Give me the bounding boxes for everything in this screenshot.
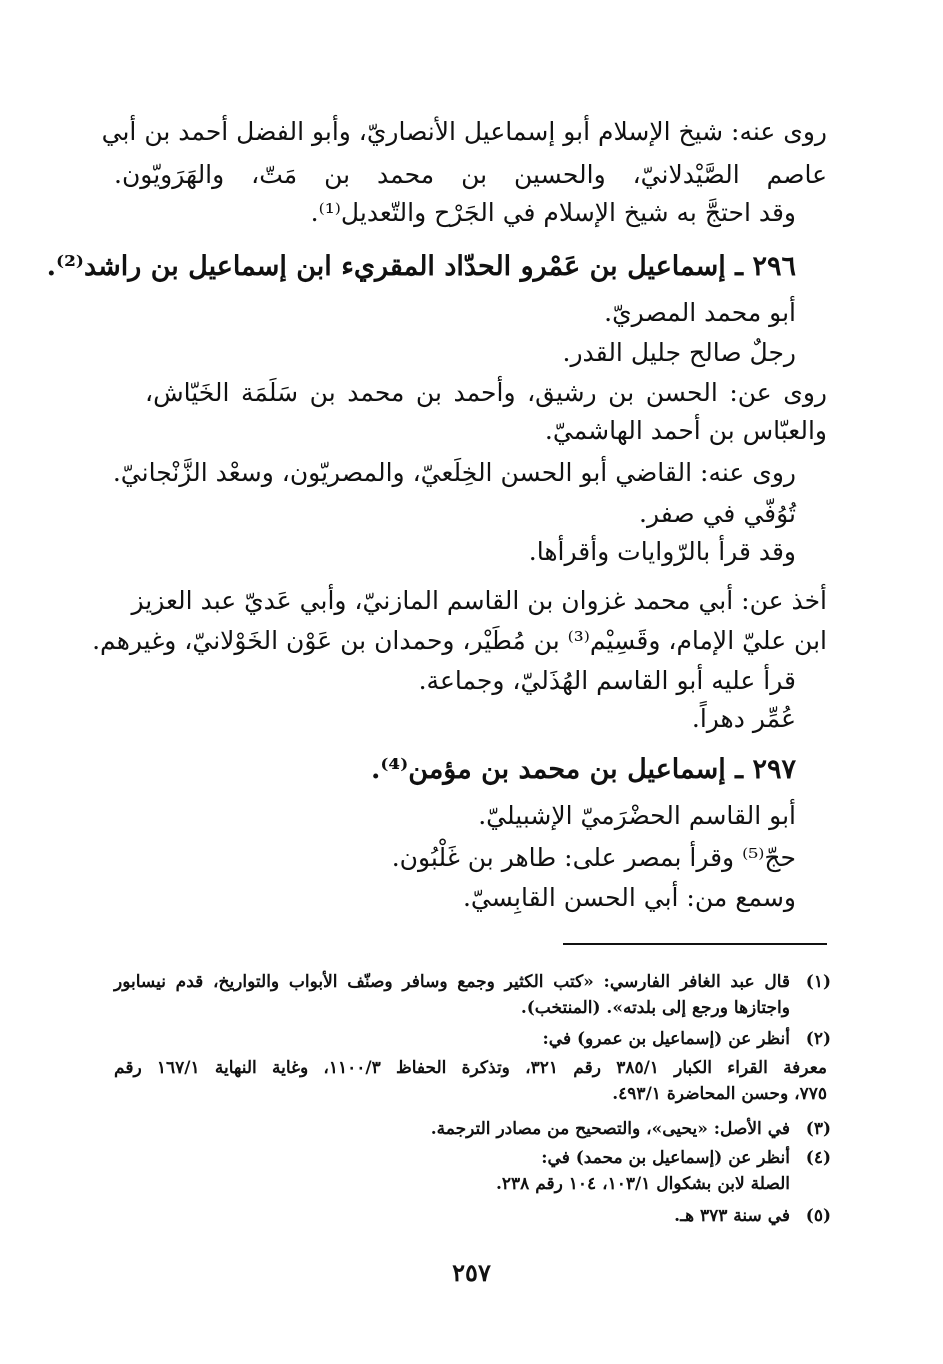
entry-heading: ٢٩٧ ـ إسماعيل بن محمد بن مؤمن⁽⁴⁾. <box>370 754 796 785</box>
body-line: حجّ⁽⁵⁾ وقرأ بمصر على: طاهر بن غَلْبُون. <box>391 843 796 872</box>
footnote-line: معرفة القراء الكبار ٣٨٥/١ رقم ٣٢١، وتذكرة الحفاظ ١١٠٠/٣، وغاية النهاية ١٦٧/١ رقم <box>114 1058 827 1078</box>
body-line: وسمع من: أبي الحسن القابِسيّ. <box>462 883 796 912</box>
footnote-line: الصلة لابن بشكوال ١٠٣/١، ١٠٤ رقم ٢٣٨. <box>495 1174 790 1194</box>
footnote-line: أنظر عن (إسماعيل بن محمد) في: <box>541 1148 790 1168</box>
footnote-line: قال عبد الغافر الفارسي: «كتب الكثير وجمع وسافر وصنّف الأبواب والتواريخ، قدم نيسابور <box>114 972 790 992</box>
page-number: ٢٥٧ <box>452 1258 491 1287</box>
footnote-line: في سنة ٣٧٣ هـ. <box>674 1206 790 1226</box>
body-line: روى عنه: شيخ الإسلام أبو إسماعيل الأنصاريّ، وأبو الفضل أحمد بن أبي <box>101 117 827 146</box>
body-line: أبو القاسم الحضْرَميّ الإشبيليّ. <box>478 801 796 830</box>
body-line: تُوُفّي في صفر. <box>639 499 796 528</box>
body-line: روى عن: الحسن بن رشيق، وأحمد بن محمد بن سَلَمَة الخَيّاش، <box>145 378 827 407</box>
body-line: عاصم الصَّيْدلانيّ، والحسين بن محمد بن مَتّ، والهَرَويّون. <box>114 160 827 189</box>
body-line: روى عنه: القاضي أبو الحسن الخِلَعيّ، والمصريّون، وسعْد الزَّنْجانيّ. <box>112 458 796 487</box>
body-line: وقد احتجَّ به شيخ الإسلام في الجَرْح والتّعديل⁽¹⁾. <box>310 198 796 227</box>
footnote-number: (٥) <box>805 1206 831 1226</box>
body-line: والعبّاس بن أحمد الهاشميّ. <box>544 416 827 445</box>
footnote-number: (٣) <box>805 1119 831 1139</box>
footnote-line: أنظر عن (إسماعيل بن عمرو) في: <box>542 1029 790 1049</box>
footnote-number: (١) <box>805 972 831 992</box>
body-line: رجلٌ صالح جليل القدر. <box>562 338 796 367</box>
entry-heading: ٢٩٦ ـ إسماعيل بن عَمْرو الحدّاد المقريء ابن إسماعيل بن راشد⁽²⁾. <box>46 251 796 282</box>
body-line: ابن عليّ الإمام، وقَسِيْم⁽³⁾ بن مُطَيْر، وحمدان بن عَوْن الخَوْلانيّ، وغيرهم. <box>92 626 827 655</box>
footnote-line: واجتازها ورجع إلى بلدته». (المنتخب). <box>520 998 790 1018</box>
footnote-number: (٤) <box>805 1148 831 1168</box>
body-line: عُمِّر دهراً. <box>691 704 796 733</box>
footnote-separator <box>563 943 827 945</box>
footnote-line: ٧٧٥، وحسن المحاضرة ٤٩٣/١. <box>612 1084 827 1104</box>
body-line: أبو محمد المصريّ. <box>604 298 796 327</box>
footnote-line: في الأصل: «يحيى»، والتصحيح من مصادر الترجمة. <box>430 1119 790 1139</box>
body-line: أخذ عن: أبي محمد غزوان بن القاسم المازنيّ، وأبي عَديّ عبد العزيز <box>131 586 827 615</box>
footnote-number: (٢) <box>805 1029 831 1049</box>
body-line: قرأ عليه أبو القاسم الهُذَليّ، وجماعة. <box>418 666 796 695</box>
body-line: وقد قرأ بالرّوايات وأقرأها. <box>528 537 796 566</box>
